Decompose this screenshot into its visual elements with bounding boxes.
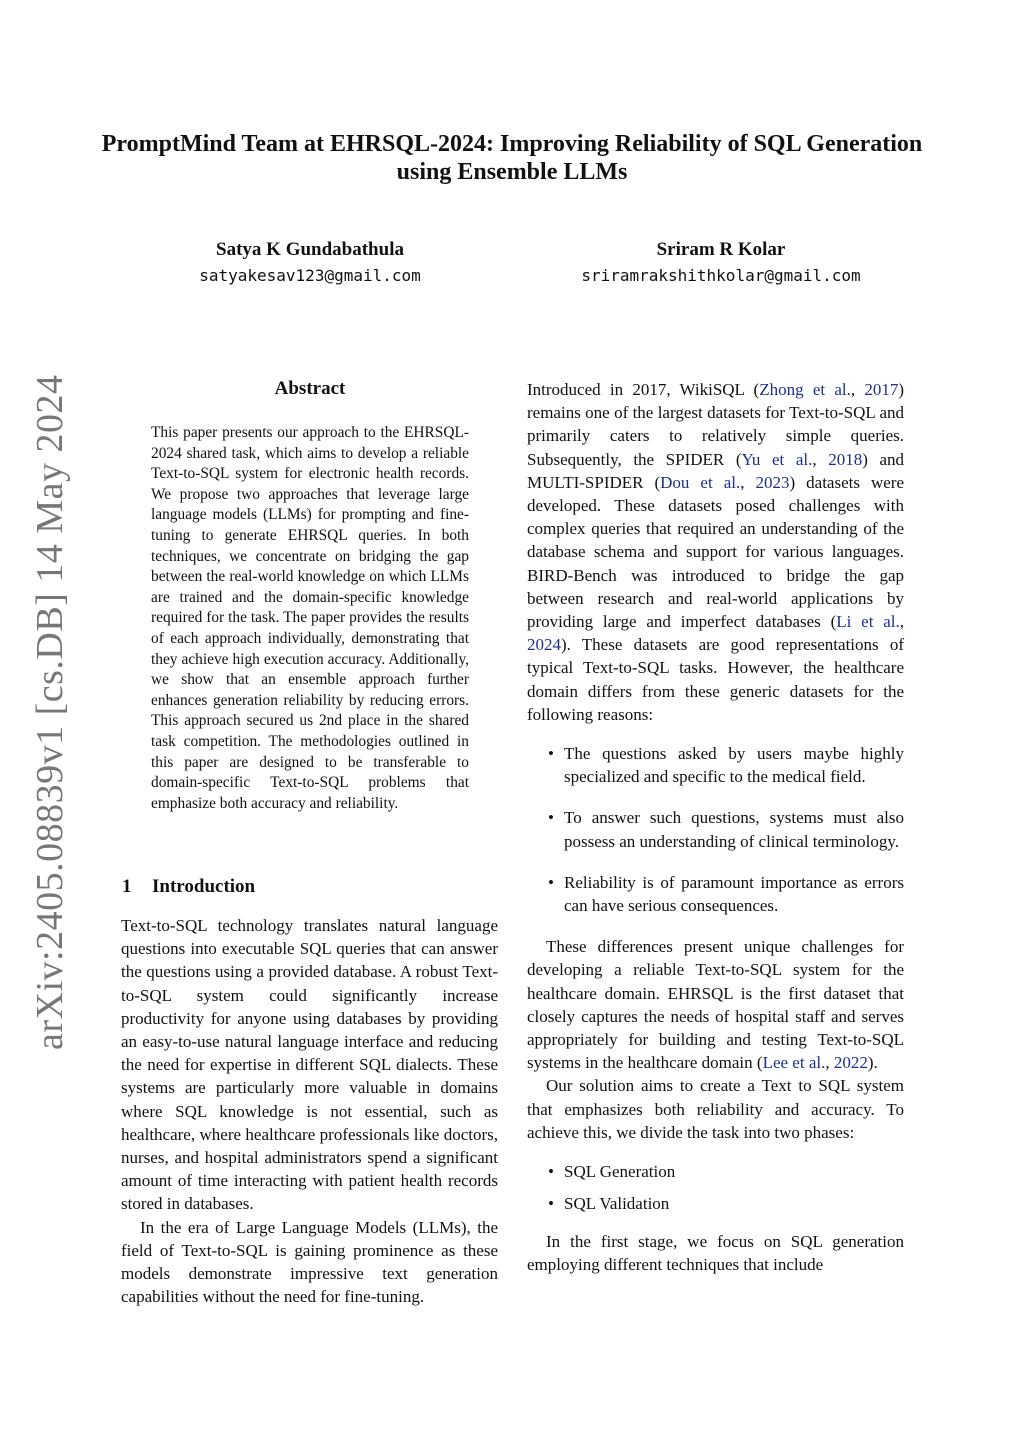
list-item: • To answer such questions, systems must also possess an understanding of clinical terminology.: [548, 808, 904, 851]
citation-link[interactable]: 2022: [833, 1053, 868, 1073]
author-name: Sriram R Kolar: [656, 239, 786, 260]
citation-link[interactable]: Zhong et al.: [759, 380, 851, 399]
citation-link[interactable]: 2023: [755, 472, 790, 492]
intro-paragraph-1: Text-to-SQL technology translates natural language questions into executable SQL queries that can answer the questions using a provided database. A robust Text-to-SQL system could significantly increase productivity for anyone using databases by providing an easy-to-use natural language interface and reducing the need for expertise in different SQL dialects. These systems are particularly more valuable in domains where SQL knowledge is not essential, such as healthcare, where healthcare professionals like doctors, nurses, and hospital administrators spend a significant amount of time interacting with patient health records stored in databases.: [121, 916, 498, 1214]
citation-link[interactable]: 2018: [828, 449, 863, 469]
author-block: [561, 238, 881, 288]
arxiv-stamp[interactable]: arXiv:2405.08839v1 [cs.DB] 14 May 2024: [29, 374, 71, 1050]
citation-link[interactable]: 2024: [527, 635, 561, 655]
citation-link[interactable]: Yu et al.: [741, 449, 813, 469]
section-title: Introduction: [152, 876, 256, 897]
left-column-body: [121, 914, 498, 1308]
datasets-paragraph: Introduced in 2017, WikiSQL (Zhong et al., 2017) remains one of the largest datasets for Text-to-SQL and primarily caters to relatively simple queries. Subsequently, the SPIDER (Yu et al., 2018) and MULTI-SPIDER (Dou et al., 2023) datasets were developed. These datasets posed challenges with complex queries that required an understanding of the database schema and support for various languages. BIRD-Bench was introduced to bridge the gap between research and real-world applications by providing large and imperfect databases (Li et al., 2024). These datasets are good representations of typical Text-to-SQL tasks. However, the healthcare domain differs from these generic datasets for the following reasons:: [527, 380, 905, 724]
bullet-icon: •: [548, 744, 554, 764]
section-number: 1: [122, 876, 132, 897]
list-item: • Reliability is of paramount importance as errors can have serious consequences.: [548, 872, 904, 916]
bullet-icon: •: [548, 808, 554, 828]
intro-paragraph-2: In the era of Large Language Models (LLMs), the field of Text-to-SQL is gaining prominence as these models demonstrate impressive text generation capabilities without the need for fine-tuning.: [121, 1217, 498, 1307]
reasons-list: [527, 742, 904, 917]
paper-title: PromptMind Team at EHRSQL-2024: Improving Reliability of SQL Generation using Ensemble LLMs: [101, 131, 923, 185]
right-column-body: [527, 378, 904, 1276]
author-block: [150, 238, 470, 288]
citation-link[interactable]: 2017: [864, 380, 899, 399]
citation-link[interactable]: Lee et al.: [762, 1053, 826, 1073]
solution-paragraph: Our solution aims to create a Text to SQL system that emphasizes both reliability and accuracy. To achieve this, we divide the task into two phases:: [527, 1076, 904, 1142]
abstract-text: This paper presents our approach to the EHRSQL-2024 shared task, which aims to develop a reliable Text-to-SQL system for electronic health records. We propose two approaches that leverage large language models (LLMs) for prompting and fine-tuning to generate EHRSQL queries. In both techniques, we concentrate on bridging the gap between the real-world knowledge on which LLMs are trained and the domain-specific knowledge required for the task. The paper provides the results of each approach individually, demonstrating that they achieve high execution accuracy. Additionally, we show that an ensemble approach further enhances generation reliability by reducing errors. This approach secured us 2nd place in the shared task competition. The methodologies outlined in this paper are designed to be transferable to domain-specific Text-to-SQL problems that emphasize both accuracy and reliability.: [151, 424, 469, 812]
phases-list: [527, 1160, 904, 1215]
section-heading: [122, 876, 255, 898]
bullet-icon: •: [548, 1194, 554, 1214]
list-item: • The questions asked by users maybe highly specialized and specific to the medical field.: [548, 744, 904, 787]
differences-paragraph: These differences present unique challenges for developing a reliable Text-to-SQL system for the healthcare domain. EHRSQL is the first dataset that closely captures the needs of hospital staff and serves appropriately for building and testing Text-to-SQL systems in the healthcare domain (Lee et al., 2022).: [527, 937, 904, 1073]
author-name: Satya K Gundabathula: [216, 239, 404, 260]
first-stage-paragraph: In the first stage, we focus on SQL generation employing different techniques that include: [527, 1231, 904, 1274]
bullet-icon: •: [548, 1162, 554, 1182]
abstract-heading: Abstract: [274, 378, 346, 399]
citation-link[interactable]: Li et al.: [836, 612, 900, 632]
citation-link[interactable]: Dou et al.: [660, 472, 741, 492]
author-email[interactable]: satyakesav123@gmail.com: [199, 266, 421, 285]
list-item: • SQL Generation: [527, 1160, 904, 1183]
author-email[interactable]: sriramrakshithkolar@gmail.com: [581, 266, 861, 285]
list-item: • SQL Validation: [527, 1192, 904, 1215]
bullet-icon: •: [548, 872, 554, 892]
